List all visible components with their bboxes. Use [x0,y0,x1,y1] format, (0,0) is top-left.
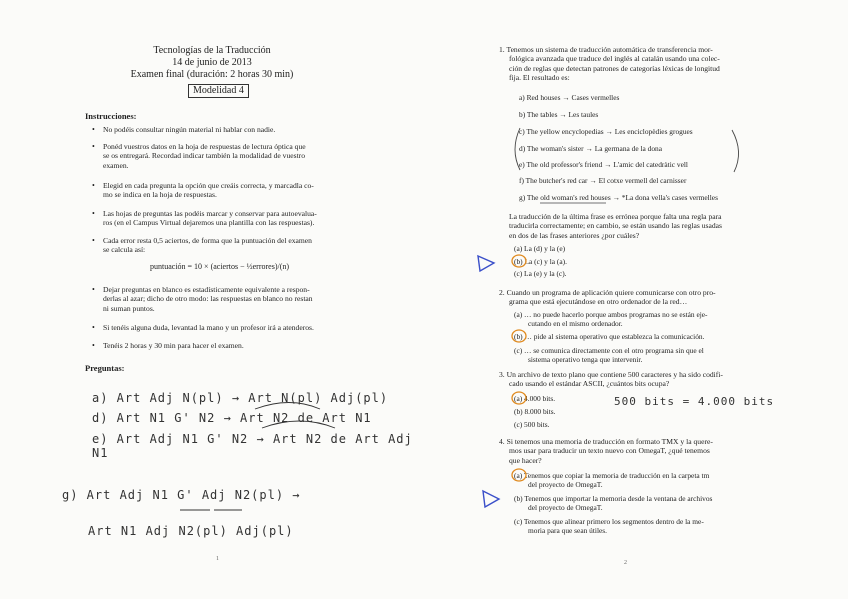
handwritten-note-g: g) Art Adj N1 G' Adj N2(pl) → [62,488,301,502]
modalidad-box: Modelidad 4 [188,84,249,98]
instruction-item: Ponéd vuestros datos en la hoja de respuestas de lectura óptica que se os entregará. Recordad indicar también la modalidad de vuestro examen. [103,142,306,170]
q4-option-a: (a) Tenemos que copiar la memoria de traducción en la carpeta tm del proyecto de OmegaT. [514,471,710,489]
blue-triangle-mark-q1 [478,256,494,271]
handwritten-note-d: d) Art N1 G' N2 → Art N2 de Art N1 [92,411,372,425]
q1-explanation: La traducción de la última frase es errónea porque falta una regla para traducirla correctamente; en cambio, se están usando las reglas usadas en dos de las frases anteriores ¿por cuáles? [509,212,722,240]
q4-option-c: (c) Tenemos que alinear primero los segmentos dentro de la me- moria para que sean útiles. [514,517,704,535]
bullet-icon: • [92,341,95,350]
instructions-heading: Instrucciones: [85,111,137,121]
q1-option-a: (a) La (d) y la (e) [514,244,566,253]
bullet-icon: • [92,323,95,332]
q2-option-b: (b) … pide al sistema operativo que establezca la comunicación. [514,332,705,341]
bullet-icon: • [92,209,95,218]
handwritten-arrow-mark [262,421,335,428]
q4-option-b: (b) Tenemos que importar la memoria desde la ventana de archivos del proyecto de OmegaT. [514,494,713,512]
q1-example: f) The butcher's red car → El cotxe vermell del carnisser [519,176,687,185]
instruction-item: Las hojas de preguntas las podéis marcar y conservar para autoevalua- ros (en el Campus Virtual dejaremos una plantilla con las respuestas). [103,209,317,228]
header-exam-type: Examen final (duración: 2 horas 30 min) [130,69,294,80]
handwritten-bits-note: 500 bits = 4.000 bits [614,395,775,408]
page-number-right: 2 [624,560,627,566]
instruction-item: Si tenéis alguna duda, levantad la mano y un profesor irá a atenderos. [103,323,314,332]
q3-stem: 3. Un archivo de texto plano que contiene 500 caracteres y ha sido codifi- cado usando el estándar ASCII, ¿cuántos bits ocupa? [499,370,723,389]
instruction-item: No podéis consultar ningún material ni hablar con nadie. [103,125,276,134]
instruction-item: Tenéis 2 horas y 30 min para hacer el examen. [103,341,244,350]
answer-circle-q3 [512,392,526,404]
q1-example: g) The old woman's red houses → *La dona vella's cases vermelles [519,193,718,202]
bracket-mark-q1 [515,128,520,170]
bullet-icon: • [92,236,95,245]
q1-option-c: (c) La (e) y la (c). [514,269,567,278]
questions-heading: Preguntas: [85,363,125,373]
q2-option-a: (a) … no puede hacerlo porque ambos programas no se están eje- cutando en el mismo ordenador. [514,310,708,328]
blue-triangle-mark-q4 [483,491,499,507]
handwritten-note-a: a) Art Adj N(pl) → Art N(pl) Adj(pl) [92,391,389,405]
handwritten-note-e: e) Art Adj N1 G' N2 → Art N2 de Art Adj N1 [92,432,413,460]
q3-option-a: (a) 4.000 bits. [514,394,556,403]
q3-option-b: (b) 8.000 bits. [514,407,556,416]
header-date: 14 de junio de 2013 [172,57,252,68]
handwritten-arrow-mark [255,403,320,410]
q1-example: b) The tables → Les taules [519,110,599,119]
q1-example: a) Red houses → Cases vermelles [519,93,620,102]
instruction-item: Cada error resta 0,5 aciertos, de forma que la puntuación del examen se calcula así: [103,236,312,255]
instruction-item: Dejar preguntas en blanco es estadísticamente equivalente a respon- derlas al azar; dicho de otro modo: las respuestas en blanco no restan ni suman puntos. [103,285,313,313]
bracket-mark-q1-right [732,130,739,172]
bullet-icon: • [92,181,95,190]
q3-option-c: (c) 500 bits. [514,420,550,429]
bullet-icon: • [92,125,95,134]
q2-option-c: (c) … se comunica directamente con el otro programa sin que el sistema operativo tenga que intervenir. [514,346,704,364]
q1-stem: 1. Tenemos un sistema de traducción automática de transferencia mor- fológica avanzada que traduce del inglés al catalán usando una colec- ción de reglas que detectan patrones de categorías léxicas de longitud fija. El resultado es: [499,45,720,83]
q1-example: c) The yellow encyclopedias → Les enciclopèdies grogues [519,127,693,136]
score-formula: puntuación = 10 × (aciertos − ½errores)/(n) [150,262,290,271]
q4-stem: 4. Si tenemos una memoria de traducción en formato TMX y la quere- mos usar para traducir un texto nuevo con OmegaT, ¿qué tenemos que hacer? [499,437,713,465]
instruction-item: Elegid en cada pregunta la opción que creáis correcta, y marcadla co- mo se indica en la hoja de respuestas. [103,181,314,200]
q1-example: d) The woman's sister → La germana de la dona [519,144,663,153]
answer-circle-q4 [512,469,526,481]
q1-example: e) The old professor's friend → L'amic del catedràtic vell [519,160,688,169]
q1-option-b: (b) La (c) y la (a). [514,257,567,266]
q2-stem: 2. Cuando un programa de aplicación quiere comunicarse con otro pro- grama que está ejecutándose en otro ordenador de la red… [499,288,716,307]
bullet-icon: • [92,142,95,151]
bullet-icon: • [92,285,95,294]
header-course-title: Tecnologías de la Traducción [153,45,271,56]
answer-circle-q1 [512,255,526,267]
answer-circle-q2 [512,330,526,342]
handwritten-note-g-result: Art N1 Adj N2(pl) Adj(pl) [88,524,294,538]
page-number-left: 1 [216,556,219,562]
